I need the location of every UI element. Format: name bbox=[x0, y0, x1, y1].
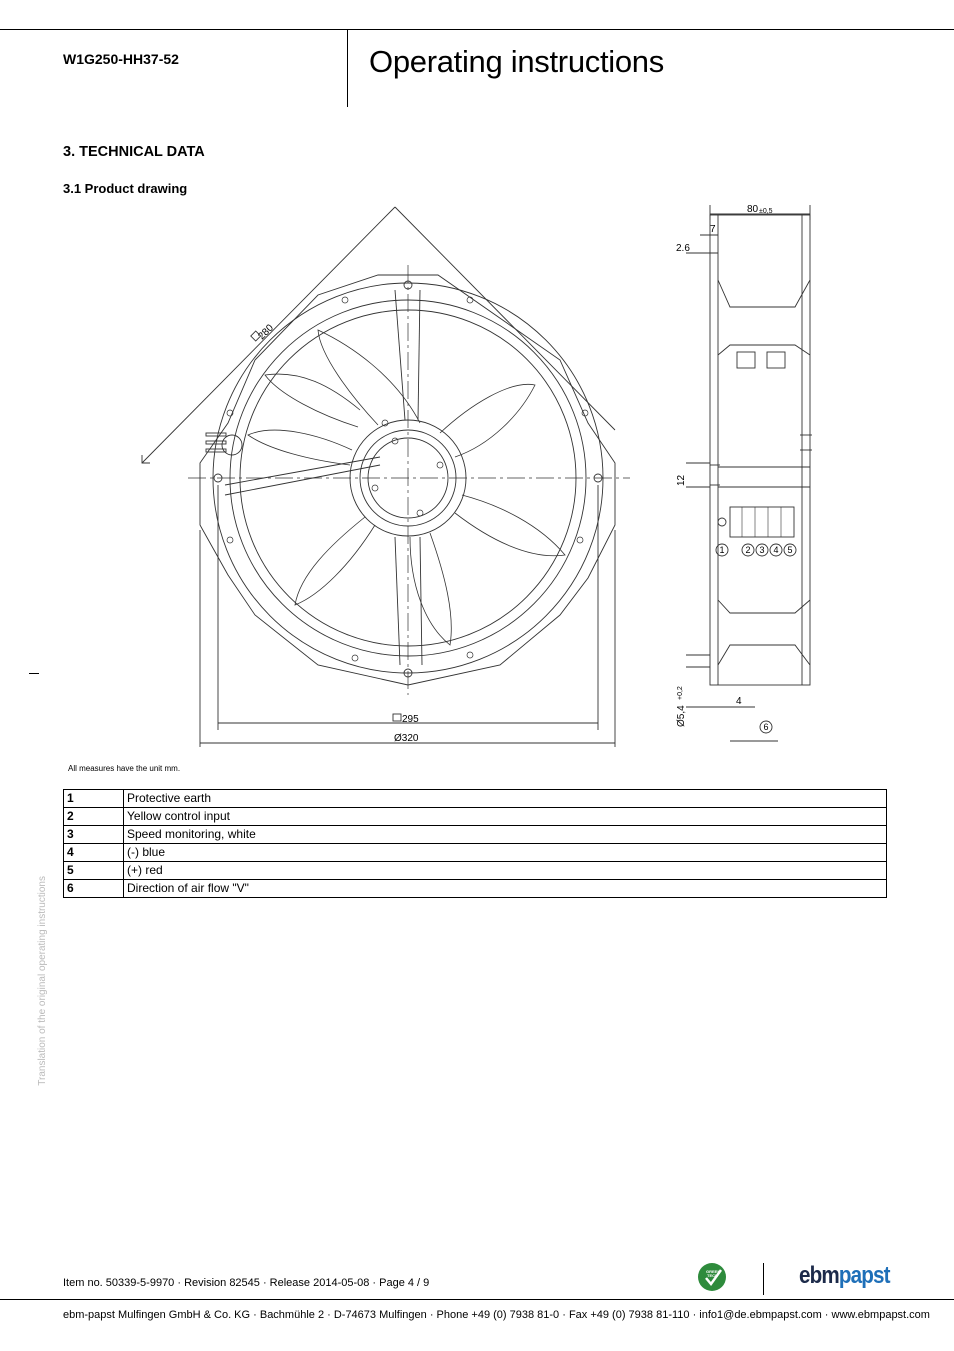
dim-4-label: 4 bbox=[736, 696, 742, 707]
legend-number: 2 bbox=[64, 808, 124, 826]
legend-label: (+) red bbox=[124, 862, 887, 880]
legend-label: (-) blue bbox=[124, 844, 887, 862]
dim-12-label: 12 bbox=[676, 474, 687, 486]
footer-address-line: ebm-papst Mulfingen GmbH & Co. KG · Bachmühle 2 · D-74673 Mulfingen · Phone +49 (0) 7938 81-0 · Fax +49 (0) 7938 81-110 · info1@de.ebmpapst.com · www.ebmpapst.com bbox=[63, 1309, 930, 1321]
legend-number: 1 bbox=[64, 790, 124, 808]
fan-blades bbox=[248, 330, 565, 645]
marker-3: 3 bbox=[759, 545, 765, 555]
fan-side-body bbox=[710, 215, 810, 685]
legend-label: Direction of air flow "V" bbox=[124, 880, 887, 898]
header-divider bbox=[347, 29, 348, 107]
badge-text-green: GREEN bbox=[706, 1269, 721, 1274]
product-drawing bbox=[0, 195, 954, 760]
footer-rule bbox=[0, 1299, 954, 1300]
dim-depth-label: 80 bbox=[747, 204, 759, 215]
marker-2: 2 bbox=[745, 545, 751, 555]
badge-text-tech: TECH bbox=[707, 1273, 718, 1278]
table-row bbox=[64, 826, 887, 844]
dim-square-label: 295 bbox=[402, 714, 419, 725]
marker-5: 5 bbox=[787, 545, 793, 555]
table-row bbox=[64, 808, 887, 826]
legend-number: 5 bbox=[64, 862, 124, 880]
legend-label: Protective earth bbox=[124, 790, 887, 808]
header-top-rule bbox=[0, 29, 954, 30]
legend-label: Yellow control input bbox=[124, 808, 887, 826]
dim-hole-tolerance: +0,2 bbox=[677, 686, 684, 700]
sidebar-translation-note: Translation of the original operating instructions bbox=[37, 876, 48, 1086]
table-row bbox=[64, 862, 887, 880]
units-note: All measures have the unit mm. bbox=[68, 764, 181, 773]
legend-label: Speed monitoring, white bbox=[124, 826, 887, 844]
legend-number: 6 bbox=[64, 880, 124, 898]
document-title: Operating instructions bbox=[369, 44, 664, 79]
footer-logo-divider bbox=[763, 1263, 764, 1295]
legend-number: 3 bbox=[64, 826, 124, 844]
legend-number: 4 bbox=[64, 844, 124, 862]
margin-tick bbox=[29, 673, 39, 674]
dim-7-label: 7 bbox=[710, 224, 716, 235]
subsection-title: 3.1 Product drawing bbox=[63, 181, 188, 196]
section-title: 3. TECHNICAL DATA bbox=[63, 144, 205, 160]
dim-depth-tolerance: ±0,5 bbox=[759, 208, 773, 215]
legend-table bbox=[63, 789, 887, 898]
dim-2-6-label: 2.6 bbox=[676, 243, 690, 254]
dim-diameter-label: Ø320 bbox=[394, 733, 419, 744]
dim-diagonal-label: 280 bbox=[256, 322, 276, 343]
marker-6: 6 bbox=[763, 722, 769, 732]
marker-1: 1 bbox=[719, 545, 725, 555]
dim-hole-label: Ø5,4 bbox=[676, 705, 687, 727]
green-tech-badge-icon bbox=[697, 1262, 727, 1292]
table-row bbox=[64, 880, 887, 898]
model-number: W1G250-HH37-52 bbox=[63, 51, 179, 67]
table-row bbox=[64, 790, 887, 808]
table-row bbox=[64, 844, 887, 862]
footer-item-line: Item no. 50339-5-9970 · Revision 82545 · Release 2014-05-08 · Page 4 / 9 bbox=[63, 1277, 430, 1289]
ebmpapst-logo: ebmpapst bbox=[799, 1262, 890, 1289]
marker-4: 4 bbox=[773, 545, 779, 555]
